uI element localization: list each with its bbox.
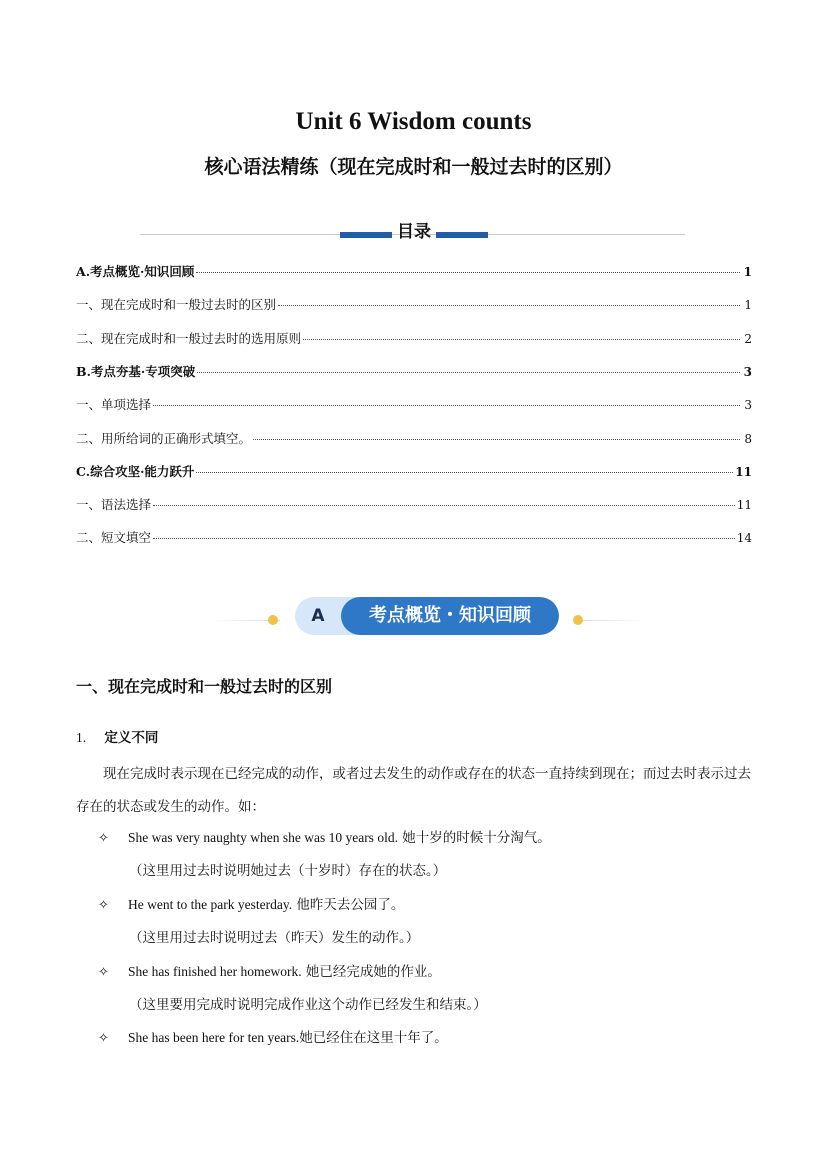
toc-entry-label: 一、语法选择 [76, 497, 152, 513]
toc-entry-page: 14 [736, 531, 752, 546]
toc-entry-label: 一、单项选择 [76, 397, 152, 413]
example-item [98, 1026, 448, 1046]
toc-entry-label: 二、短文填空 [76, 530, 152, 546]
toc-entry[interactable] [76, 395, 752, 415]
example-note: （这里要用完成时说明完成作业这个动作已经发生和结束。） [129, 997, 487, 1013]
toc-entry[interactable] [76, 495, 752, 515]
toc-entry-label: B.考点夯基·专项突破 [76, 363, 196, 379]
banner-letter: A [311, 606, 325, 626]
example-chinese: 她已经完成她的作业。 [301, 964, 441, 980]
toc-entry[interactable] [76, 528, 752, 548]
toc-bar-right [436, 232, 488, 238]
example-item [98, 826, 551, 846]
example-english: She has finished her homework. [128, 964, 302, 979]
bullet-icon: ✧ [98, 831, 109, 846]
document-subtitle: 核心语法精练（现在完成时和一般过去时的区别） [204, 156, 623, 178]
toc-leader-dots [303, 339, 740, 340]
banner-pill [295, 597, 559, 635]
toc-entry[interactable] [76, 329, 752, 349]
toc-entry[interactable] [76, 362, 752, 382]
bullet-icon: ✧ [98, 1031, 109, 1046]
example-note: （这里用过去时说明她过去（十岁时）存在的状态。） [129, 863, 447, 879]
toc-entry-label: A.考点概览·知识回顾 [76, 264, 195, 279]
item-number: 1. [76, 730, 87, 745]
example-english: He went to the park yesterday. [128, 897, 293, 912]
toc-entry[interactable] [76, 429, 752, 449]
toc-leader-dots [196, 272, 740, 273]
toc-leader-dots [153, 505, 735, 506]
item-title: 定义不同 [104, 730, 159, 746]
example-note: （这里用过去时说明过去（昨天）发生的动作。） [129, 930, 420, 946]
toc-entry-label: 二、现在完成时和一般过去时的选用原则 [76, 330, 302, 346]
toc-bar-left [340, 232, 392, 238]
toc-entry-label: 一、现在完成时和一般过去时的区别 [76, 297, 277, 313]
toc-entry-page: 8 [744, 431, 752, 446]
toc-entry-page: 11 [736, 498, 752, 513]
example-chinese: 她十岁的时候十分淘气。 [397, 830, 551, 846]
example-english: She has been here for ten years. [128, 1030, 300, 1045]
example-english: She was very naughty when she was 10 years old. [128, 830, 398, 845]
toc-leader-dots [153, 538, 735, 539]
toc-entry-label: 二、用所给词的正确形式填空。 [76, 430, 252, 446]
toc-entry[interactable] [76, 295, 752, 315]
definition-paragraph: 现在完成时表示现在已经完成的动作，或者过去发生的动作或存在的状态一直持续到现在；而过去时表示过去存在的状态或发生的动作。如： [76, 766, 751, 815]
toc-leader-dots [196, 472, 733, 473]
example-chinese: 他昨天去公园了。 [292, 897, 405, 913]
banner-line-right [577, 620, 647, 621]
bullet-icon: ✧ [98, 965, 109, 980]
banner-dot-left [268, 615, 278, 625]
toc-entry-label: C.综合攻坚·能力跃升 [76, 463, 195, 479]
example-item [98, 960, 441, 980]
numbered-item [76, 726, 158, 746]
toc-entry-page: 11 [735, 464, 752, 479]
toc-entry[interactable] [76, 462, 752, 482]
toc-entry-page: 1 [743, 265, 752, 279]
toc-entry-page: 1 [744, 298, 752, 313]
example-item [98, 893, 404, 913]
toc-leader-dots [278, 305, 740, 306]
toc-entry-page: 3 [743, 364, 752, 379]
toc-leader-dots [253, 439, 740, 440]
toc-entry[interactable] [76, 262, 752, 282]
toc-leader-dots [197, 372, 740, 373]
banner-dot-right [573, 615, 583, 625]
example-chinese: 她已经住在这里十年了。 [299, 1030, 448, 1046]
toc-entry-page: 3 [744, 398, 752, 413]
toc-leader-dots [153, 405, 740, 406]
bullet-icon: ✧ [98, 898, 109, 913]
section-heading: 一、现在完成时和一般过去时的区别 [76, 677, 333, 696]
banner-text: 考点概览・知识回顾 [341, 597, 559, 635]
toc-entry-page: 2 [744, 331, 752, 346]
toc-heading: 目录 [397, 222, 431, 242]
document-title: Unit 6 Wisdom counts [295, 108, 532, 135]
